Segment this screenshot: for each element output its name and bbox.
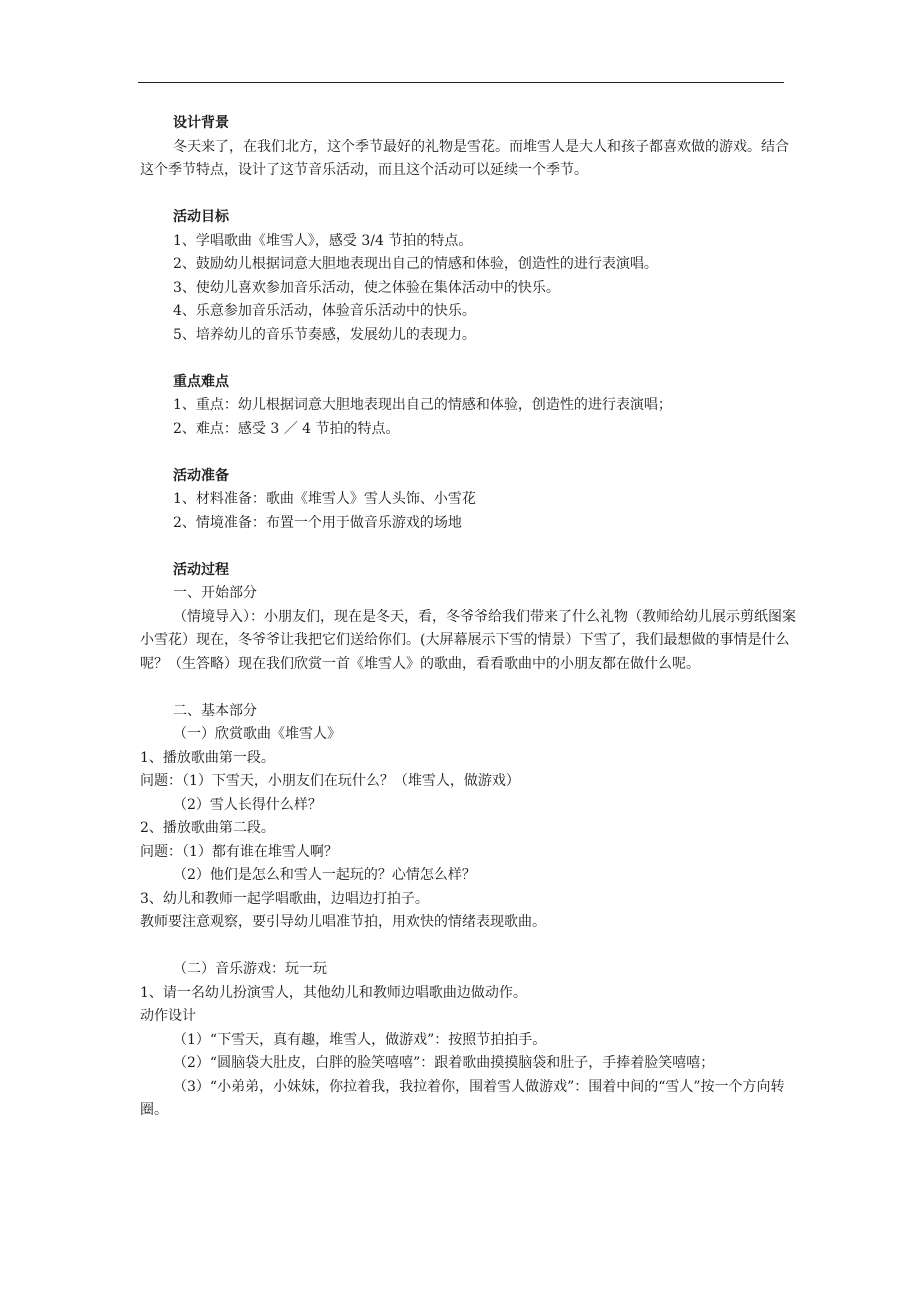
- part1-paragraph: （情境导入）：小朋友们，现在是冬天，看，冬爷爷给我们带来了什么礼物（教师给幼儿展示剪纸图案小雪花）现在，冬爷爷让我把它们送给你们。(大屏幕展示下雪的情景）下雪了，我们最想做的事情是什么呢？（生答略）现在我们欣赏一首《堆雪人》的歌曲，看看歌曲中的小朋友都在做什么呢。: [140, 608, 796, 672]
- sub1-line: 问题：（1）下雪天，小朋友们在玩什么？（堆雪人，做游戏）: [140, 773, 520, 789]
- prep-item: 2、情境准备：布置一个用于做音乐游戏的场地: [173, 514, 462, 531]
- sub1-line: 问题：（1）都有谁在堆雪人啊？: [140, 843, 338, 860]
- part2-title: 二、基本部分: [173, 702, 257, 719]
- document-body: [140, 112, 800, 1123]
- goal-item: 3、使幼儿喜欢参加音乐活动，使之体验在集体活动中的快乐。: [173, 279, 560, 296]
- heading-keypoints: 重点难点: [173, 373, 229, 390]
- action-item: （3）“小弟弟，小妹妹，你拉着我，我拉着你，围着雪人做游戏”：围着中间的“雪人”按一个方向转圈。: [140, 1078, 785, 1118]
- heading-goals: 活动目标: [173, 209, 229, 225]
- sub2-line: 动作设计: [140, 1008, 196, 1024]
- keypoint-item: 1、重点：幼儿根据词意大胆地表现出自己的情感和体验，创造性的进行表演唱；: [173, 397, 672, 413]
- keypoint-item: 2、难点：感受 3 ／ 4 节拍的特点。: [173, 420, 400, 437]
- goal-item: 1、学唱歌曲《堆雪人》，感受 3/4 节拍的特点。: [173, 232, 473, 249]
- sub1-line: 教师要注意观察，要引导幼儿唱准节拍，用欢快的情绪表现歌曲。: [140, 914, 546, 930]
- goal-item: 4、乐意参加音乐活动，体验音乐活动中的快乐。: [173, 303, 476, 319]
- sub1-line: 1、播放歌曲第一段。: [140, 749, 275, 766]
- sub1-title: （一）欣赏歌曲《堆雪人》: [173, 726, 341, 742]
- goal-item: 5、培养幼儿的音乐节奏感，发展幼儿的表现力。: [173, 326, 476, 343]
- sub2-line: 1、请一名幼儿扮演雪人，其他幼儿和教师边唱歌曲边做动作。: [140, 984, 527, 1001]
- action-item: （1）“下雪天，真有趣，堆雪人，做游戏”：按照节拍拍手。: [173, 1031, 547, 1048]
- goal-item: 2、鼓励幼儿根据词意大胆地表现出自己的情感和体验，创造性的进行表演唱。: [173, 256, 658, 272]
- heading-background: 设计背景: [173, 115, 229, 131]
- sub1-line: （2）雪人长得什么样？: [173, 796, 322, 813]
- background-paragraph: 冬天来了，在我们北方，这个季节最好的礼物是雪花。而堆雪人是大人和孩子都喜欢做的游戏。结合这个季节特点，设计了这节音乐活动，而且这个活动可以延续一个季节。: [140, 138, 789, 178]
- sub2-title: （二）音乐游戏：玩一玩: [173, 961, 327, 977]
- prep-item: 1、材料准备：歌曲《堆雪人》雪人头饰、小雪花: [173, 491, 476, 507]
- sub1-line: 3、幼儿和教师一起学唱歌曲，边唱边打拍子。: [140, 890, 429, 907]
- part1-title: 一、开始部分: [173, 585, 257, 601]
- action-item: （2）“圆脑袋大肚皮，白胖的脸笑嘻嘻”：跟着歌曲摸摸脑袋和肚子，手捧着脸笑嘻嘻；: [173, 1055, 715, 1071]
- sub1-line: 2、播放歌曲第二段。: [140, 820, 275, 836]
- header-rule: [138, 82, 784, 83]
- sub1-line: （2）他们是怎么和雪人一起玩的？心情怎么样？: [173, 867, 476, 883]
- heading-prep: 活动准备: [173, 467, 229, 484]
- heading-process: 活动过程: [173, 561, 229, 578]
